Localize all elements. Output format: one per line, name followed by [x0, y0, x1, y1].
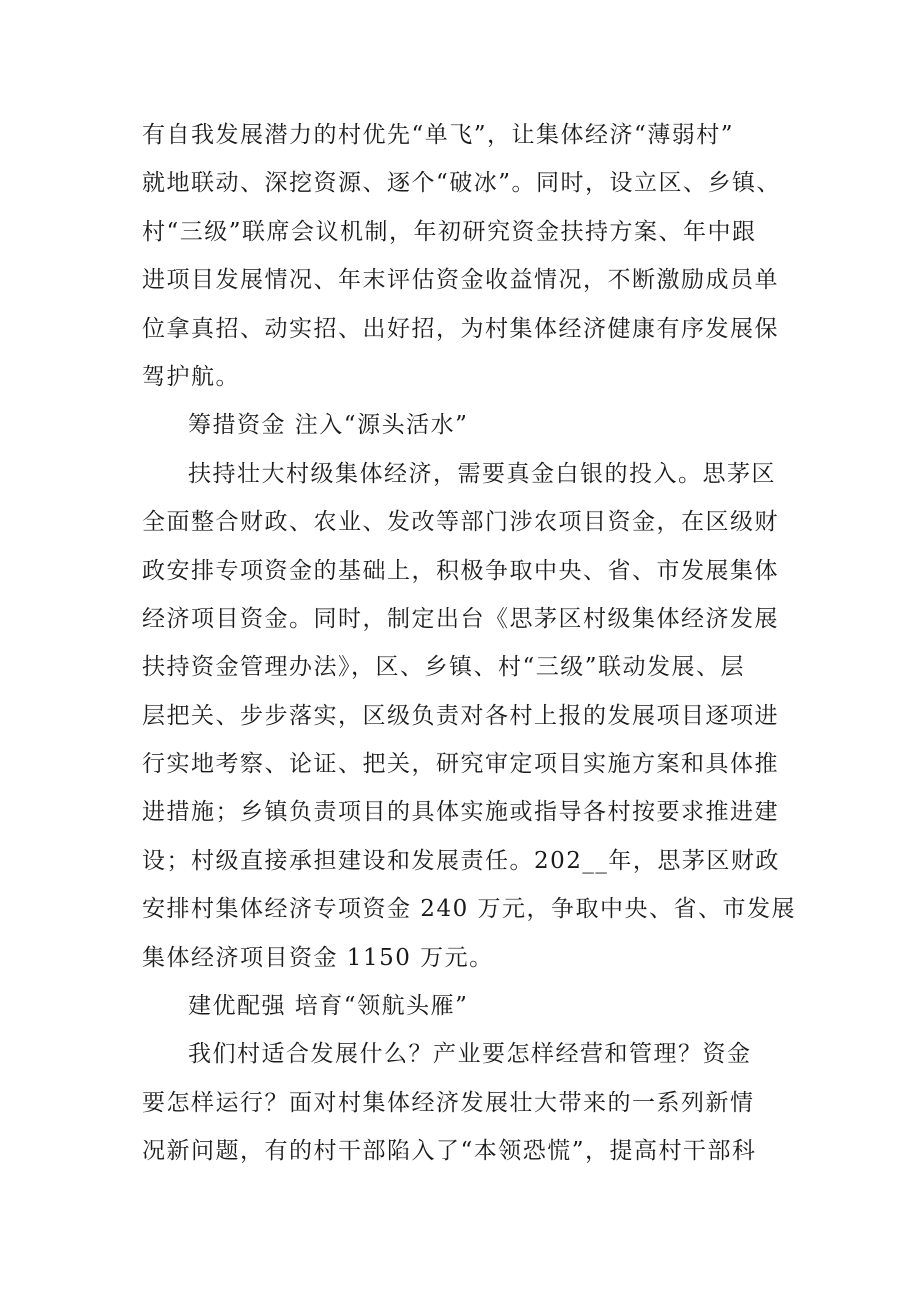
text-line: 进项目发展情况、年末评估资金收益情况，不断激励成员单 — [142, 267, 779, 294]
text-line: 全面整合财政、农业、发改等部门涉农项目资金，在区级财 — [142, 509, 779, 536]
text-line: 扶持壮大村级集体经济，需要真金白银的投入。思茅区 — [188, 460, 776, 487]
text-line: 要怎样运行？面对村集体经济发展壮大带来的一系列新情 — [142, 1089, 755, 1116]
text-line: 行实地考察、论证、把关，研究审定项目实施方案和具体推 — [142, 751, 779, 778]
text-line: 设；村级直接承担建设和发展责任。202__年，思茅区财政 — [142, 847, 780, 874]
text-line: 扶持资金管理办法》，区、乡镇、村“三级”联动发展、层 — [142, 654, 746, 681]
text-line: 筹措资金 注入“源头活水” — [188, 412, 469, 439]
text-line: 况新问题，有的村干部陷入了“本领恐慌”，提高村干部科 — [142, 1138, 757, 1165]
text-line: 驾护航。 — [142, 363, 240, 390]
text-line: 就地联动、深挖资源、逐个“破冰”。同时，设立区、乡镇、 — [142, 170, 782, 197]
text-line: 层把关、步步落实，区级负责对各村上报的发展项目逐项进 — [142, 702, 779, 729]
text-line: 有自我发展潜力的村优先“单飞”，让集体经济“薄弱村” — [142, 122, 735, 148]
text-line: 我们村适合发展什么？产业要怎样经营和管理？资金 — [188, 1041, 752, 1068]
text-line: 政安排专项资金的基础上，积极争取中央、省、市发展集体 — [142, 557, 779, 584]
text-line: 建优配强 培育“领航头雁” — [188, 993, 469, 1020]
text-line: 经济项目资金。同时，制定出台《思茅区村级集体经济发展 — [142, 605, 779, 632]
text-line: 集体经济项目资金 1150 万元。 — [142, 944, 494, 971]
text-line: 村“三级”联席会议机制，年初研究资金扶持方案、年中跟 — [142, 218, 757, 245]
text-line: 安排村集体经济专项资金 240 万元，争取中央、省、市发展 — [142, 896, 797, 923]
text-line: 位拿真招、动实招、出好招，为村集体经济健康有序发展保 — [142, 315, 779, 342]
text-line: 进措施；乡镇负责项目的具体实施或指导各村按要求推进建 — [142, 799, 779, 826]
document-body — [142, 111, 797, 1176]
